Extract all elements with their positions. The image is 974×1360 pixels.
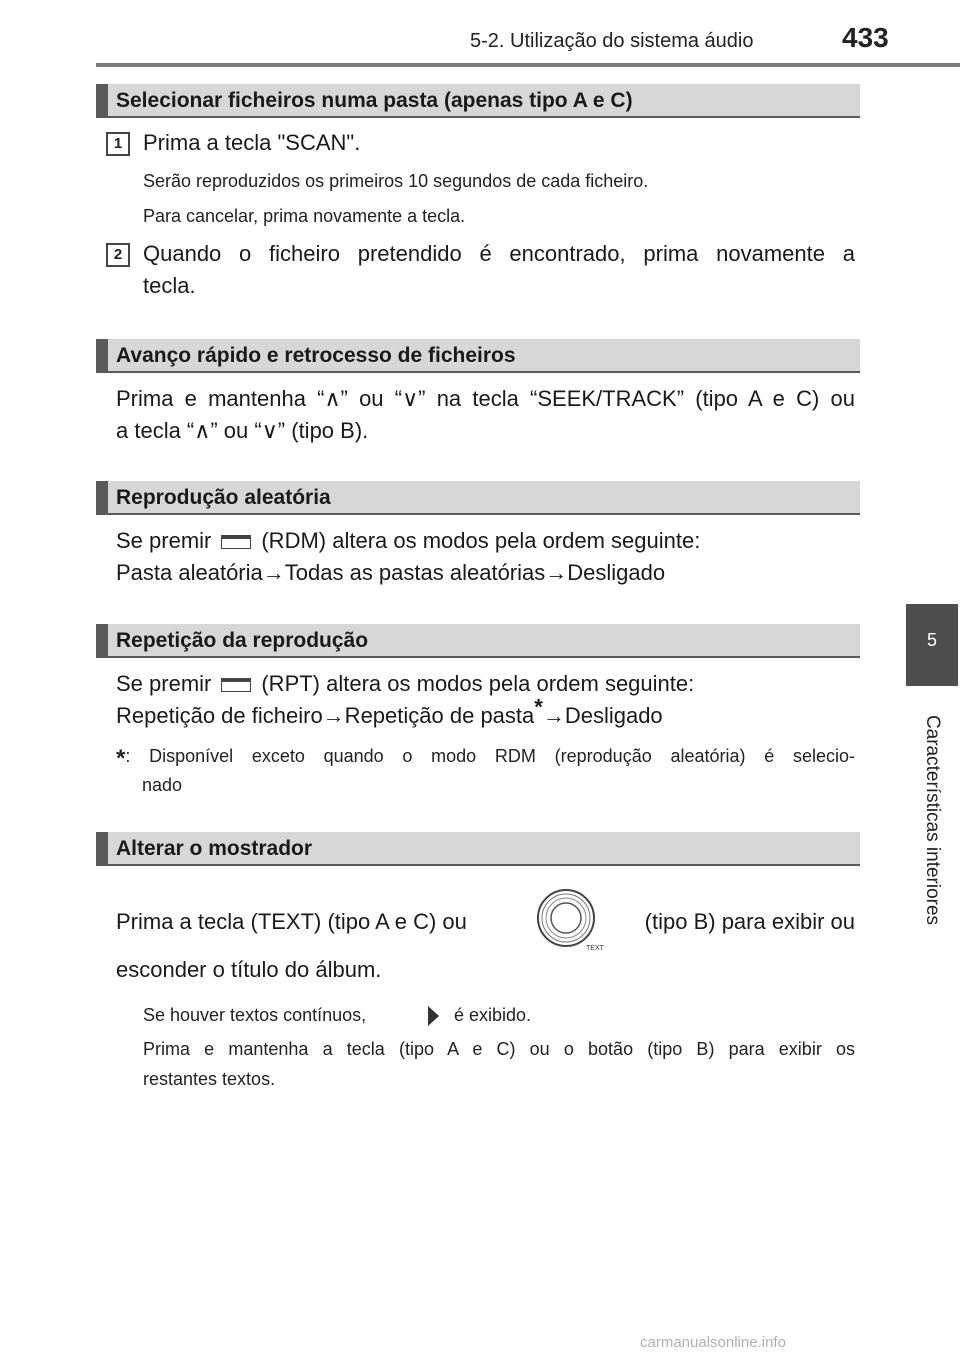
repeat-line-1	[116, 668, 694, 700]
display-note-1-start: Se houver textos contínuos,	[143, 1005, 367, 1025]
footnote-line-2: nado	[142, 775, 183, 795]
section-heading-text: Repetição da reprodução	[116, 629, 369, 652]
repeat-line-1-start: Se premir	[116, 671, 212, 696]
display-line-1-end: (tipo B) para exibir ou	[644, 909, 855, 934]
section-heading-display	[96, 832, 860, 866]
repeat-line-2	[116, 694, 663, 732]
page-number: 433	[842, 22, 889, 53]
section-heading-select-files	[96, 84, 860, 118]
chapter-label-wrap	[890, 700, 974, 940]
section-header: 5-2. Utilização do sistema áudio	[470, 30, 754, 52]
step-1-note-1: Serão reproduzidos os primeiros 10 segundos de cada ficheiro.	[143, 171, 649, 191]
chapter-tab	[906, 604, 958, 686]
chapter-label: Características interiores	[922, 714, 943, 926]
step-number-2: 2	[106, 243, 130, 267]
continuation-arrow-icon	[425, 1003, 441, 1029]
section-heading-random	[96, 481, 860, 515]
step-2-line-2: tecla.	[143, 273, 196, 298]
display-line-2: esconder o título do álbum.	[116, 957, 382, 982]
step-2-line-1: Quando o ficheiro pretendido é encontrado, prima novamente a	[143, 241, 855, 266]
chapter-number: 5	[926, 630, 937, 650]
display-note-2-line-2: restantes textos.	[143, 1069, 276, 1089]
footnote-marker: *	[534, 694, 543, 720]
random-line-1	[116, 525, 700, 557]
header-divider	[96, 63, 960, 67]
seek-line-1: Prima e mantenha “∧” ou “∨” na tecla “SEEK/TRACK” (tipo A e C) ou	[116, 386, 855, 411]
watermark: carmanualsonline.info	[640, 1334, 786, 1351]
rpt-button-icon	[221, 678, 251, 692]
random-line-1-end: (RDM) altera os modos pela ordem seguinte:	[261, 528, 701, 553]
display-note-1-end: é exibido.	[454, 1005, 532, 1025]
step-1-text: Prima a tecla "SCAN".	[143, 130, 361, 155]
step-1-note-2: Para cancelar, prima novamente a tecla.	[143, 206, 466, 226]
section-heading-repeat	[96, 624, 860, 658]
footnote-line-1: : Disponível exceto quando o modo RDM (reprodução aleatória) é selecio-	[125, 746, 855, 766]
repeat-line-1-end: (RPT) altera os modos pela ordem seguinte:	[261, 671, 695, 696]
display-note-2-line-1: Prima e mantenha a tecla (tipo A e C) ou o botão (tipo B) para exibir os	[143, 1039, 855, 1059]
random-line-1-start: Se premir	[116, 528, 212, 553]
section-heading-text: Alterar o mostrador	[116, 837, 313, 860]
random-line-2: Pasta aleatória→Todas as pastas aleatórias→Desligado	[116, 560, 666, 585]
text-knob-icon	[536, 888, 602, 954]
knob-label: TEXT	[586, 945, 604, 952]
section-heading-seek	[96, 339, 860, 373]
section-heading-text: Selecionar ficheiros numa pasta (apenas tipo A e C)	[116, 89, 633, 112]
seek-line-2: a tecla “∧” ou “∨” (tipo B).	[116, 418, 369, 443]
repeat-footnote	[116, 743, 855, 798]
repeat-line-2-start: Repetição de ficheiro→Repetição de pasta	[116, 703, 535, 728]
footnote-star: *	[116, 745, 126, 772]
section-heading-text: Avanço rápido e retrocesso de ficheiros	[116, 344, 516, 367]
repeat-line-2-end: →Desligado	[542, 703, 663, 728]
display-line-1-start: Prima a tecla (TEXT) (tipo A e C) ou	[116, 909, 467, 934]
section-heading-text: Reprodução aleatória	[116, 486, 331, 509]
step-number-1: 1	[106, 132, 130, 156]
rdm-button-icon	[221, 535, 251, 549]
